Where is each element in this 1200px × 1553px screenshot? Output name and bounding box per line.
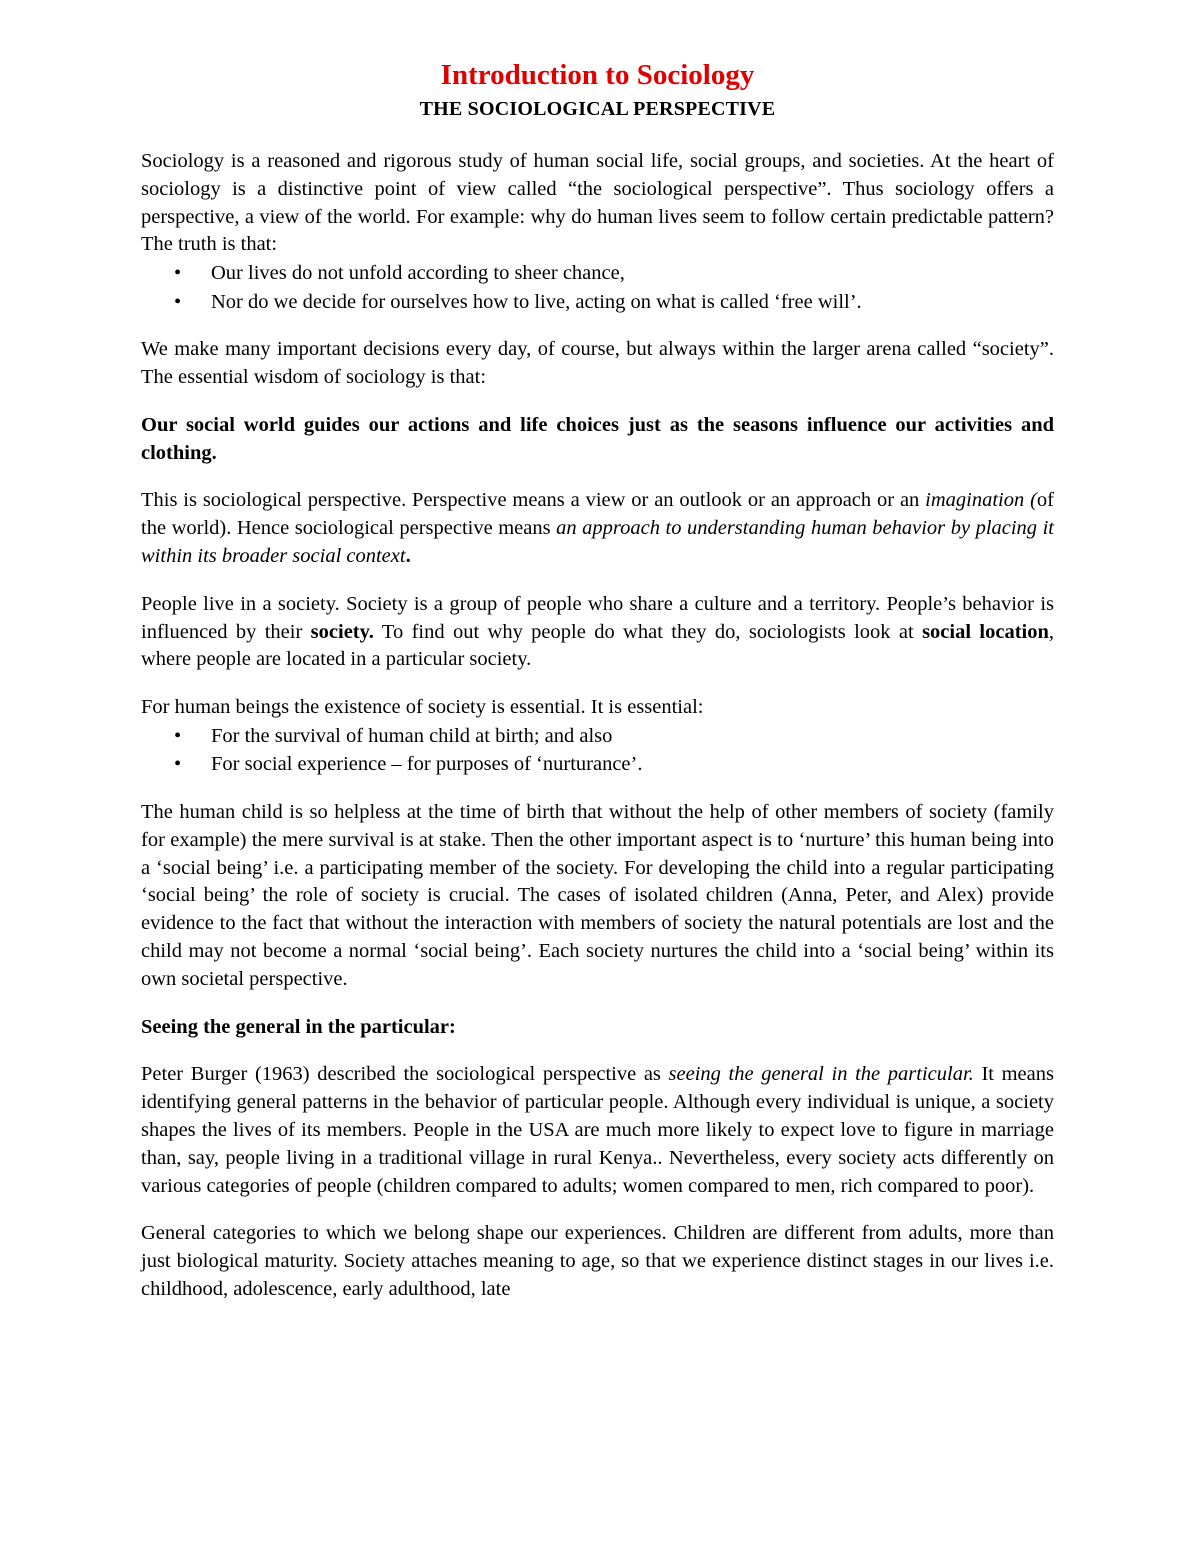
- paragraph-existence: For human beings the existence of society is essential. It is essential:: [141, 696, 704, 719]
- bullet-icon: •: [174, 262, 182, 285]
- list-item: • Our lives do not unfold according to sheer chance,: [171, 259, 1054, 288]
- paragraph-essential-wisdom: Our social world guides our actions and life choices just as the seasons influence our activities and clothing.: [141, 413, 1054, 464]
- bullet-icon: •: [174, 724, 182, 747]
- list-item: • Nor do we decide for ourselves how to live, acting on what is called ‘free will’.: [171, 288, 1054, 317]
- bullet-list-truths: [141, 259, 1054, 316]
- paragraph-categories: General categories to which we belong shape our experiences. Children are different from adults, more than just biological maturity. Society attaches meaning to age, so that we experience distinct stages in our lives i.e. childhood, adolescence, early adulthood, late: [141, 1222, 1054, 1300]
- bullet-icon: •: [174, 290, 182, 313]
- list-item: • For social experience – for purposes of ‘nurturance’.: [171, 750, 1054, 779]
- bullet-icon: •: [174, 753, 182, 776]
- paragraph-intro: Sociology is a reasoned and rigorous study of human social life, social groups, and societies. At the heart of sociology is a distinctive point of view called “the sociological perspective”. Thus sociology offers a perspective, a view of the world. For example: why do human lives seem to follow certain predictable pattern? The truth is that:: [141, 150, 1054, 256]
- list-item: • For the survival of human child at birth; and also: [171, 722, 1054, 751]
- bullet-list-essential: [141, 722, 1054, 779]
- paragraph-society: People live in a society. Society is a group of people who share a culture and a territory. People’s behavior is influenced by their society. To find out why people do what they do, sociologists look at social location, where people are located in a particular society.: [141, 592, 1054, 671]
- paragraph-human-child: The human child is so helpless at the time of birth that without the help of other members of society (family for example) the mere survival is at stake. Then the other important aspect is to ‘nurture’ this human being into a ‘social being’ i.e. a participating member of the society. For developing the child into a regular participating ‘social being’ the role of society is crucial. The cases of isolated children (Anna, Peter, and Alex) provide evidence to the fact that without the interaction with members of society the natural potentials are lost and the child may not become a normal ‘social being’. Each society nurtures the child into a ‘social being’ within its own societal perspective.: [141, 800, 1054, 990]
- paragraph-decisions: We make many important decisions every day, of course, but always within the larger arena called “society”. The essential wisdom of sociology is that:: [141, 338, 1054, 388]
- section-heading: Seeing the general in the particular:: [141, 1015, 456, 1038]
- document-subtitle: THE SOCIOLOGICAL PERSPECTIVE: [419, 98, 776, 120]
- paragraph-burger: Peter Burger (1963) described the sociological perspective as seeing the general in the particular. It means identifying general patterns in the behavior of particular people. Although every individual is unique, a society shapes the lives of its members. People in the USA are much more likely to expect love to figure in marriage than, say, people living in a traditional village in rural Kenya.. Nevertheless, every society acts differently on various categories of people (children compared to adults; women compared to men, rich compared to poor).: [141, 1063, 1054, 1197]
- document-title: Introduction to Sociology: [440, 59, 755, 91]
- paragraph-perspective: This is sociological perspective. Perspective means a view or an outlook or an approach or an imagination (of the world). Hence sociological perspective means an approach to understanding human behavior by placing it within its broader social context.: [141, 489, 1054, 567]
